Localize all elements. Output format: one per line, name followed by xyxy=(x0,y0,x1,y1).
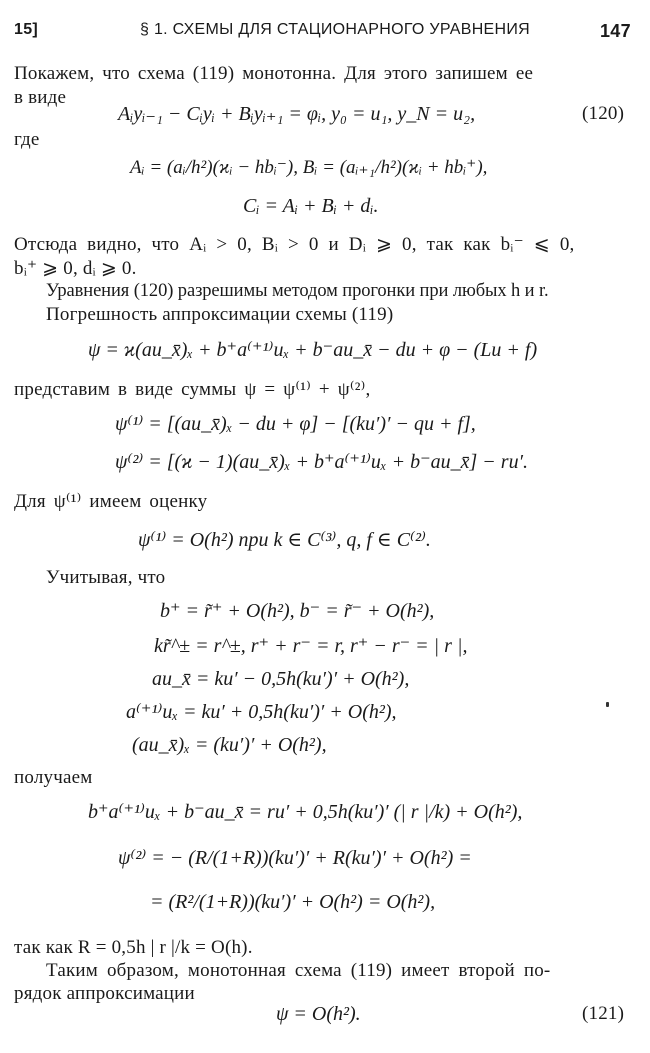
equation-au: au_x̄ = ku′ − 0,5h(ku′)′ + O(h²), xyxy=(152,668,410,690)
paragraph-line: bᵢ⁺ ⩾ 0, dᵢ ⩾ 0. xyxy=(14,258,137,279)
equation-result-1: b⁺a⁽⁺¹⁾uₓ + b⁻au_x̄ = ru′ + 0,5h(ku′)′ (| r |/k) + O(h²), xyxy=(88,801,523,823)
equation-aux: a⁽⁺¹⁾uₓ = ku′ + 0,5h(ku′)′ + O(h²), xyxy=(126,701,397,723)
equation-result-3: = (R²/(1+R))(ku′)′ + O(h²) = O(h²), xyxy=(150,891,436,913)
equation-121: ψ = O(h²). xyxy=(276,1003,361,1025)
equation-coefficient-c: Cᵢ = Aᵢ + Bᵢ + dᵢ. xyxy=(243,195,379,217)
paragraph-line: в виде xyxy=(14,87,67,108)
paragraph-line: представим в виде суммы ψ = ψ⁽¹⁾ + ψ⁽²⁾, xyxy=(14,379,371,400)
paragraph-line: Для ψ⁽¹⁾ имеем оценку xyxy=(14,491,208,512)
paragraph-line: Погрешность аппроксимации схемы (119) xyxy=(46,304,394,325)
equation-psi: ψ = ϰ(au_x̄)ₓ + b⁺a⁽⁺¹⁾uₓ + b⁻au_x̄ − du + φ − (Lu + f) xyxy=(88,339,538,361)
paragraph-line: Уравнения (120) разрешимы методом прогонки при любых h и r. xyxy=(46,281,549,301)
equation-result-2: ψ⁽²⁾ = − (R/(1+R))(ku′)′ + R(ku′)′ + O(h²) = xyxy=(118,847,472,869)
equation-psi1: ψ⁽¹⁾ = [(au_x̄)ₓ − du + φ] − [(ku′)′ − qu + f], xyxy=(115,413,476,435)
running-header-title: § 1. СХЕМЫ ДЛЯ СТАЦИОНАРНОГО УРАВНЕНИЯ xyxy=(140,21,531,38)
equation-r: kr̃^± = r^±, r⁺ + r⁻ = r, r⁺ − r⁻ = | r |, xyxy=(154,635,468,657)
print-speck xyxy=(606,702,609,707)
paragraph-line: рядок аппроксимации xyxy=(14,983,195,1004)
paragraph-line: Таким образом, монотонная схема (119) имеет второй по- xyxy=(46,960,551,981)
paragraph-line: так как R = 0,5h | r |/k = O(h). xyxy=(14,937,253,958)
paragraph-line: Покажем, что схема (119) монотонна. Для этого запишем ее xyxy=(14,63,534,84)
paragraph-line: где xyxy=(14,129,40,150)
equation-number: (121) xyxy=(582,1003,625,1024)
paragraph-line: Отсюда видно, что Aᵢ > 0, Bᵢ > 0 и Dᵢ ⩾ 0, так как bᵢ⁻ ⩽ 0, xyxy=(14,234,575,255)
equation-coefficients-ab: Aᵢ = (aᵢ/h²)(ϰᵢ − hbᵢ⁻), Bᵢ = (aᵢ₊₁/h²)(ϰᵢ + hbᵢ⁺), xyxy=(130,157,488,178)
paragraph-line: получаем xyxy=(14,767,93,788)
equation-psi2: ψ⁽²⁾ = [(ϰ − 1)(au_x̄)ₓ + b⁺a⁽⁺¹⁾uₓ + b⁻au_x̄] − ru′. xyxy=(115,451,528,473)
page-number: 147 xyxy=(600,21,631,41)
equation-estimate: ψ⁽¹⁾ = O(h²) при k ∈ C⁽³⁾, q, f ∈ C⁽²⁾. xyxy=(138,529,431,551)
equation-b: b⁺ = r̃⁺ + O(h²), b⁻ = r̃⁻ + O(h²), xyxy=(160,600,435,622)
equation-120: Aᵢyᵢ₋₁ − Cᵢyᵢ + Bᵢyᵢ₊₁ = φᵢ, y₀ = u₁, y_N = u₂, xyxy=(118,103,476,125)
paragraph-line: Учитывая, что xyxy=(46,567,166,588)
equation-auxx: (au_x̄)ₓ = (ku′)′ + O(h²), xyxy=(132,734,327,756)
header-section-number: 15] xyxy=(14,21,39,38)
equation-number: (120) xyxy=(582,103,625,124)
